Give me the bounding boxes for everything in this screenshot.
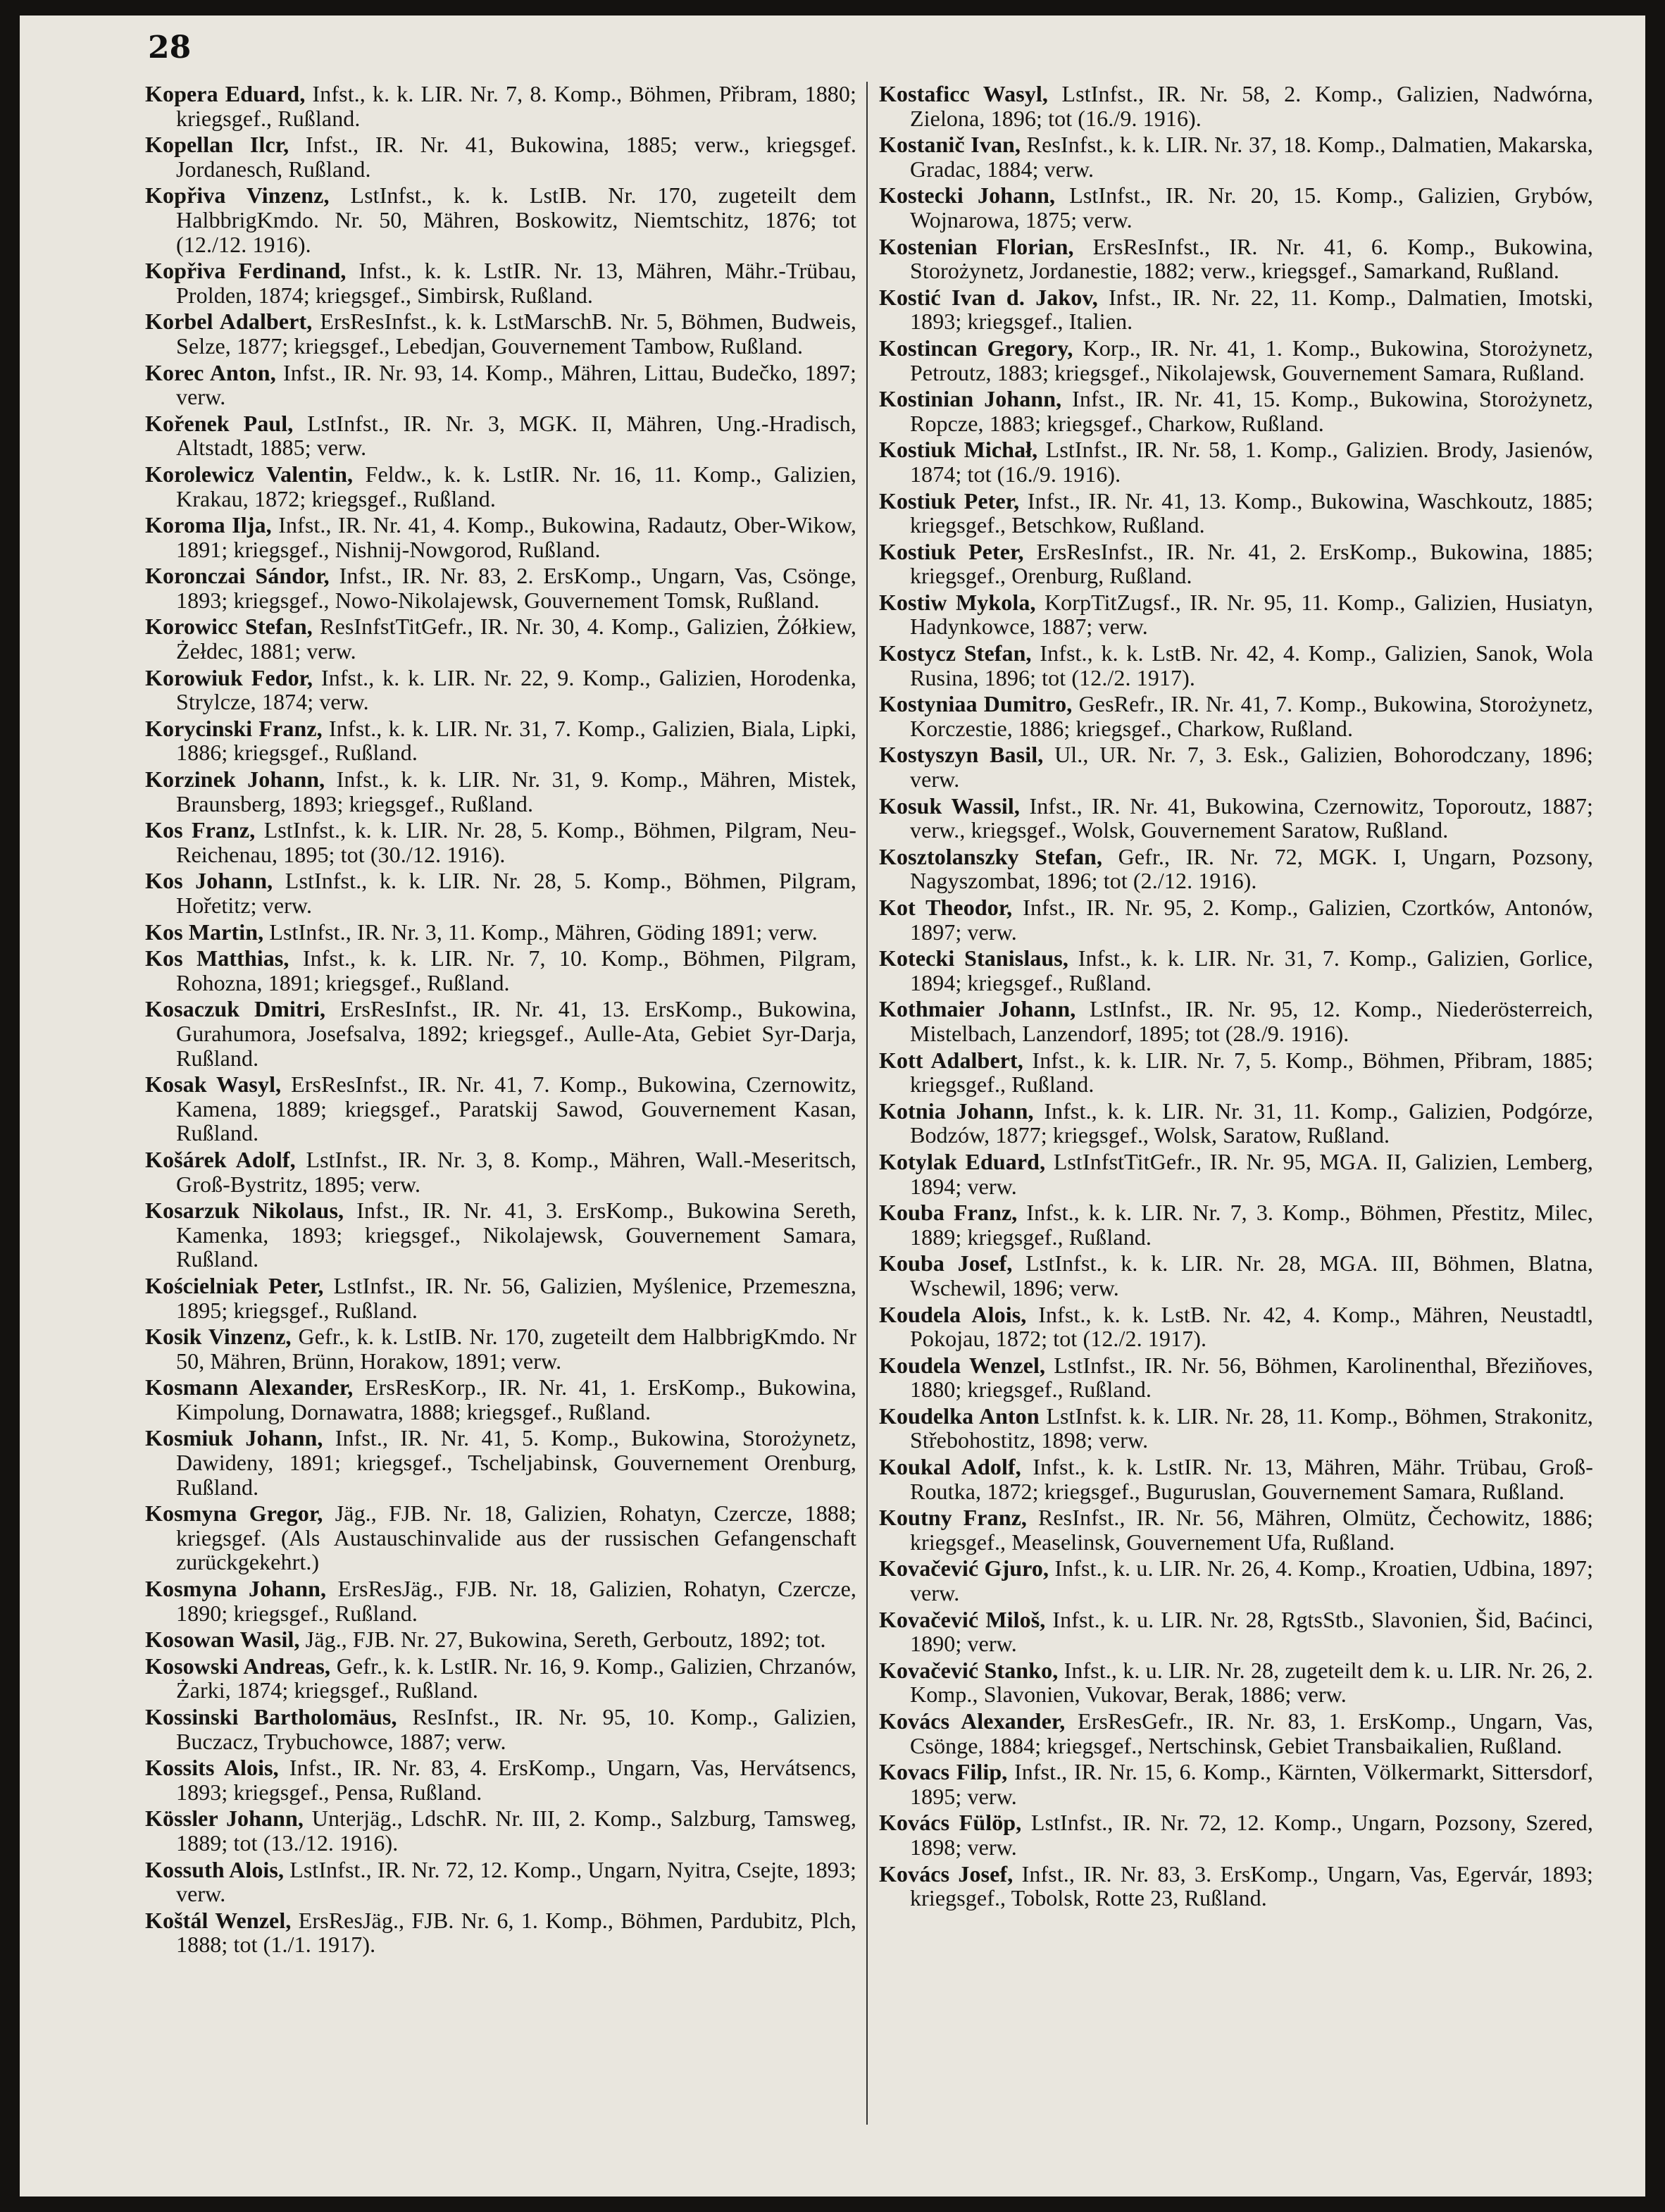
entry-details: ErsResInfst., IR. Nr. 41, 2. ErsKomp., Bukowina, 1885; kriegsgef., Orenburg, Rußland. bbox=[910, 538, 1593, 589]
entry-name: Koukal Adolf, bbox=[879, 1454, 1021, 1480]
entry-details: Gefr., k. k. LstIB. Nr. 170, zugeteilt dem HalbbrigKmdo. Nr 50, Mähren, Brünn, Horakow, 1891; verw. bbox=[176, 1324, 856, 1374]
list-entry bbox=[879, 742, 1593, 791]
entry-details: Infst., IR. Nr. 41, 13. Komp., Bukowina, Waschkoutz, 1885; kriegsgef., Betschkow, Rußland. bbox=[910, 487, 1593, 538]
entry-name: Kostaficc Wasyl, bbox=[879, 82, 1048, 106]
entry-name: Kosmyna Johann, bbox=[145, 1576, 327, 1602]
list-entry bbox=[879, 641, 1593, 690]
list-entry bbox=[879, 1455, 1593, 1503]
list-entry bbox=[879, 1303, 1593, 1351]
entry-details: ErsResJäg., FJB. Nr. 6, 1. Komp., Böhmen, Pardubitz, Plch, 1888; tot (1./1. 1917). bbox=[176, 1907, 856, 1958]
list-entry bbox=[145, 1198, 856, 1272]
list-entry bbox=[879, 997, 1593, 1045]
entry-details: LstInfst., IR. Nr. 3, 11. Komp., Mähren, Göding 1891; verw. bbox=[269, 919, 818, 945]
entry-name: Kosuk Wassil, bbox=[879, 793, 1020, 819]
list-entry bbox=[145, 1324, 856, 1373]
entry-details: Korp., IR. Nr. 41, 1. Komp., Bukowina, Storożynetz, Petroutz, 1883; kriegsgef., Nikolajewsk, Gouvernement Samara, Rußland. bbox=[910, 335, 1593, 385]
entry-details: ResInfst., IR. Nr. 56, Mähren, Olmütz, Čechowitz, 1886; kriegsgef., Measelinsk, Gouvernement Ufa, Rußland. bbox=[910, 1505, 1593, 1555]
list-entry bbox=[145, 82, 856, 130]
entry-name: Koudela Wenzel, bbox=[879, 1352, 1046, 1378]
entry-details: LstInfst., IR. Nr. 56, Galizien, Myślenice, Przemeszna, 1895; kriegsgef., Rußland. bbox=[176, 1272, 856, 1323]
list-entry bbox=[879, 590, 1593, 639]
entry-details: Infst., IR. Nr. 41, 3. ErsKomp., Bukowina Sereth, Kamenka, 1893; kriegsgef., Nikolajewsk, Gouvernement Samara, Rußland. bbox=[176, 1198, 856, 1272]
list-entry bbox=[879, 1251, 1593, 1300]
entry-details: GesRefr., IR. Nr. 41, 7. Komp., Bukowina, Storożynetz, Korczestie, 1886; kriegsgef., Charkow, Rußland. bbox=[910, 691, 1593, 741]
entry-name: Kovačević Gjuro, bbox=[879, 1555, 1049, 1582]
entry-name: Kotnia Johann, bbox=[879, 1098, 1034, 1124]
list-entry bbox=[879, 1862, 1593, 1910]
entry-name: Kosmiuk Johann, bbox=[145, 1425, 323, 1451]
list-entry bbox=[145, 259, 856, 307]
list-entry bbox=[145, 1274, 856, 1322]
entry-details: Gefr., IR. Nr. 72, MGK. I, Ungarn, Pozsony, Nagyszombat, 1896; tot (2./12. 1916). bbox=[910, 843, 1593, 894]
entry-name: Kothmaier Johann, bbox=[879, 996, 1076, 1022]
entry-details: KorpTitZugsf., IR. Nr. 95, 11. Komp., Galizien, Husiatyn, Hadynkowce, 1887; verw. bbox=[910, 589, 1593, 640]
list-entry bbox=[145, 1654, 856, 1703]
list-entry bbox=[145, 564, 856, 612]
entry-name: Korowiuk Fedor, bbox=[145, 664, 313, 690]
entry-name: Kossuth Alois, bbox=[145, 1856, 285, 1882]
list-entry bbox=[879, 437, 1593, 486]
list-entry bbox=[145, 1705, 856, 1753]
entry-name: Kosmann Alexander, bbox=[145, 1374, 354, 1400]
list-entry bbox=[879, 946, 1593, 995]
list-entry bbox=[145, 1627, 856, 1652]
entry-details: ResInfst., k. k. LIR. Nr. 37, 18. Komp., Dalmatien, Makarska, Gradac, 1884; verw. bbox=[910, 132, 1593, 182]
entry-name: Kosmyna Gregor, bbox=[145, 1500, 323, 1527]
entry-details: Infst., k. k. LstB. Nr. 42, 4. Komp., Galizien, Sanok, Wola Rusina, 1896; tot (12./2. 1917). bbox=[910, 640, 1593, 690]
entry-details: ErsResInfst., IR. Nr. 41, 7. Komp., Bukowina, Czernowitz, Kamena, 1889; kriegsgef., Paratskij Sawod, Gouvernement Kasan, Rußland. bbox=[176, 1071, 856, 1146]
entry-name: Kostiuk Peter, bbox=[879, 487, 1020, 514]
entry-name: Kostiuk Michał, bbox=[879, 437, 1038, 463]
entry-details: Infst., IR. Nr. 95, 2. Komp., Galizien, Czortków, Antonów, 1897; verw. bbox=[910, 895, 1593, 945]
list-entry bbox=[145, 767, 856, 816]
list-entry bbox=[879, 1608, 1593, 1656]
entry-name: Kotylak Eduard, bbox=[879, 1148, 1046, 1174]
list-entry bbox=[879, 235, 1593, 283]
entry-name: Koutny Franz, bbox=[879, 1505, 1028, 1531]
list-entry bbox=[145, 1426, 856, 1499]
entry-details: ErsResInfst., IR. Nr. 41, 6. Komp., Bukowina, Storożynetz, Jordanestie, 1882; verw., kriegsgef., Samarkand, Rußland. bbox=[910, 233, 1593, 284]
entry-details: Infst., k. k. LIR. Nr. 31, 7. Komp., Galizien, Biala, Lipki, 1886; kriegsgef., Rußland. bbox=[176, 715, 856, 766]
entry-details: Unterjäg., LdschR. Nr. III, 2. Komp., Salzburg, Tamsweg, 1889; tot (13./12. 1916). bbox=[176, 1806, 856, 1856]
list-entry bbox=[879, 794, 1593, 843]
entry-details: Infst., IR. Nr. 41, Bukowina, Czernowitz, Toporoutz, 1887; verw., kriegsgef., Wolsk, Gouvernement Saratow, Rußland. bbox=[910, 793, 1593, 843]
entry-details: LstInfst., k. k. LIR. Nr. 28, 5. Komp., Böhmen, Pilgram, Hořetitz; verw. bbox=[176, 868, 856, 918]
entry-name: Korec Anton, bbox=[145, 359, 276, 385]
list-entry bbox=[145, 513, 856, 561]
entry-details: ErsResGefr., IR. Nr. 83, 1. ErsKomp., Ungarn, Vas, Csönge, 1884; kriegsgef., Nertschinsk, Gebiet Transbaikalien, Rußland. bbox=[910, 1708, 1593, 1758]
list-entry bbox=[879, 1556, 1593, 1605]
list-entry bbox=[879, 1760, 1593, 1808]
list-entry bbox=[145, 183, 856, 256]
entry-details: Infst., IR. Nr. 83, 4. ErsKomp., Ungarn, Vas, Hervátsencs, 1893; kriegsgef., Pensa, Rußland. bbox=[176, 1755, 856, 1805]
entry-details: LstInfst., IR. Nr. 20, 15. Komp., Galizien, Grybów, Wojnarowa, 1875; verw. bbox=[910, 182, 1593, 232]
list-entry bbox=[879, 1353, 1593, 1402]
entry-name: Kostycz Stefan, bbox=[879, 640, 1032, 666]
entry-name: Kovács Alexander, bbox=[879, 1708, 1066, 1734]
entry-name: Kouba Franz, bbox=[879, 1200, 1018, 1226]
entry-name: Kostiw Mykola, bbox=[879, 589, 1036, 615]
entry-details: LstInfst., IR. Nr. 3, 8. Komp., Mähren, Wall.-Meseritsch, Groß-Bystritz, 1895; verw. bbox=[176, 1146, 856, 1197]
entry-details: Infst., IR. Nr. 41, 4. Komp., Bukowina, Radautz, Ober-Wikow, 1891; kriegsgef., Nishnij-Nowgorod, Rußland. bbox=[176, 512, 856, 562]
entry-details: LstInfst., IR. Nr. 56, Böhmen, Karolinenthal, Březiňoves, 1880; kriegsgef., Rußland. bbox=[910, 1352, 1593, 1403]
entry-name: Kosik Vinzenz, bbox=[145, 1324, 292, 1350]
entry-name: Kovács Josef, bbox=[879, 1860, 1014, 1887]
entry-details: Infst., IR. Nr. 41, 15. Komp., Bukowina, Storożynetz, Ropcze, 1883; kriegsgef., Charkow, Rußland. bbox=[910, 386, 1593, 436]
list-entry bbox=[879, 692, 1593, 740]
list-entry bbox=[879, 1810, 1593, 1859]
entry-details: ErsResJäg., FJB. Nr. 18, Galizien, Rohatyn, Czercze, 1890; kriegsgef., Rußland. bbox=[176, 1576, 856, 1626]
entry-details: LstInfst. k. k. LIR. Nr. 28, 11. Komp., Böhmen, Strakonitz, Střebohostitz, 1898; verw. bbox=[910, 1403, 1593, 1453]
entry-details: Infst., k. k. LstIR. Nr. 13, Mähren, Mähr. Trübau, Groß-Routka, 1872; kriegsgef., Buguruslan, Gouvernement Samara, Rußland. bbox=[910, 1454, 1593, 1504]
entry-details: LstInfstTitGefr., IR. Nr. 95, MGA. II, Galizien, Lemberg, 1894; verw. bbox=[910, 1148, 1593, 1199]
list-entry bbox=[145, 411, 856, 460]
entry-name: Kouba Josef, bbox=[879, 1250, 1013, 1276]
list-entry bbox=[879, 183, 1593, 232]
entry-name: Koudelka Anton bbox=[879, 1403, 1040, 1429]
document-page bbox=[20, 15, 1645, 2197]
entry-name: Kössler Johann, bbox=[145, 1806, 304, 1832]
entry-name: Koronczai Sándor, bbox=[145, 563, 330, 589]
entry-name: Kos Matthias, bbox=[145, 945, 289, 971]
entry-name: Kostincan Gregory, bbox=[879, 335, 1073, 361]
entry-name: Korolewicz Valentin, bbox=[145, 461, 354, 487]
list-entry bbox=[145, 462, 856, 511]
entry-details: Infst., k. k. LIR. Nr. 7, 3. Komp., Böhmen, Přestitz, Milec, 1889; kriegsgef., Rußland. bbox=[910, 1200, 1593, 1250]
list-entry bbox=[145, 1806, 856, 1855]
entry-name: Kostinian Johann, bbox=[879, 386, 1062, 412]
entry-details: LstInfst., IR. Nr. 3, MGK. II, Mähren, Ung.-Hradisch, Altstadt, 1885; verw. bbox=[176, 410, 856, 461]
entry-name: Kopellan Ilcr, bbox=[145, 132, 289, 158]
entry-details: LstInfst., IR. Nr. 95, 12. Komp., Niederösterreich, Mistelbach, Lanzendorf, 1895; tot (28./9. 1916). bbox=[910, 996, 1593, 1046]
entry-name: Kostenian Florian, bbox=[879, 233, 1074, 259]
entry-details: Infst., IR. Nr. 83, 3. ErsKomp., Ungarn, Vas, Egervár, 1893; kriegsgef., Tobolsk, Rotte 23, Rußland. bbox=[910, 1860, 1593, 1911]
list-entry bbox=[879, 895, 1593, 944]
list-entry bbox=[145, 361, 856, 409]
entry-details: Jäg., FJB. Nr. 18, Galizien, Rohatyn, Czercze, 1888; kriegsgef. (Als Austauschinvalide aus der russischen Gefangenschaft zurückgekehrt.) bbox=[176, 1500, 856, 1575]
entry-name: Kot Theodor, bbox=[879, 895, 1013, 920]
entry-name: Kořenek Paul, bbox=[145, 410, 294, 436]
list-entry bbox=[879, 1404, 1593, 1453]
entry-name: Kopřiva Vinzenz, bbox=[145, 182, 330, 209]
entry-details: Gefr., k. k. LstIR. Nr. 16, 9. Komp., Galizien, Chrzanów, Żarki, 1874; kriegsgef., Rußland. bbox=[176, 1653, 856, 1703]
entry-name: Kovačević Stanko, bbox=[879, 1657, 1059, 1683]
entry-details: Infst., k. k. LIR. Nr. 31, 9. Komp., Mähren, Mistek, Braunsberg, 1893; kriegsgef., Rußland. bbox=[176, 766, 856, 816]
entry-details: Infst., k. k. LIR. Nr. 31, 11. Komp., Galizien, Podgórze, Bodzów, 1877; kriegsgef., Wolsk, Saratow, Rußland. bbox=[910, 1098, 1593, 1148]
list-entry bbox=[145, 818, 856, 866]
entry-name: Košárek Adolf, bbox=[145, 1146, 296, 1172]
entry-name: Kosowski Andreas, bbox=[145, 1653, 331, 1679]
entry-name: Kosaczuk Dmitri, bbox=[145, 996, 326, 1022]
entry-details: Infst., k. k. LIR. Nr. 7, 8. Komp., Böhmen, Přibram, 1880; kriegsgef., Rußland. bbox=[176, 82, 856, 131]
entry-name: Kotecki Stanislaus, bbox=[879, 945, 1068, 971]
entry-details: ErsResInfst., k. k. LstMarschB. Nr. 5, Böhmen, Budweis, Selze, 1877; kriegsgef., Lebedjan, Gouvernement Tambow, Rußland. bbox=[176, 309, 856, 359]
entry-name: Kostecki Johann, bbox=[879, 182, 1056, 209]
entry-name: Kos Martin, bbox=[145, 919, 264, 945]
entry-details: Infst., k. u. LIR. Nr. 28, zugeteilt dem k. u. LIR. Nr. 26, 2. Komp., Slavonien, Vukovar, Berak, 1886; verw. bbox=[910, 1657, 1593, 1708]
entry-details: LstInfst., k. k. LstIB. Nr. 170, zugeteilt dem HalbbrigKmdo. Nr. 50, Mähren, Boskowitz, Niemtschitz, 1876; tot (12./12. 1916). bbox=[176, 182, 856, 257]
list-entry bbox=[145, 1375, 856, 1424]
entry-details: Infst., k. u. LIR. Nr. 26, 4. Komp., Kroatien, Udbina, 1897; verw. bbox=[910, 1555, 1593, 1606]
entry-details: Infst., k. k. LIR. Nr. 7, 10. Komp., Böhmen, Pilgram, Rohozna, 1891; kriegsgef., Rußland. bbox=[176, 945, 856, 995]
entry-details: Infst., IR. Nr. 93, 14. Komp., Mähren, Littau, Budečko, 1897; verw. bbox=[176, 359, 856, 410]
page-number: 28 bbox=[148, 30, 192, 66]
entry-name: Koroma Ilja, bbox=[145, 512, 272, 538]
entry-details: Infst., k. k. LIR. Nr. 7, 5. Komp., Böhmen, Přibram, 1885; kriegsgef., Rußland. bbox=[910, 1047, 1593, 1098]
list-entry bbox=[879, 132, 1593, 181]
list-entry bbox=[879, 285, 1593, 334]
list-entry bbox=[145, 132, 856, 181]
entry-name: Korbel Adalbert, bbox=[145, 309, 313, 335]
entry-name: Kossits Alois, bbox=[145, 1755, 279, 1781]
list-entry bbox=[145, 1858, 856, 1906]
right-column bbox=[879, 82, 1593, 2188]
entry-name: Kościelniak Peter, bbox=[145, 1272, 324, 1298]
list-entry bbox=[145, 1148, 856, 1196]
list-entry bbox=[145, 1072, 856, 1145]
entry-name: Kott Adalbert, bbox=[879, 1047, 1023, 1073]
entry-details: Infst., k. k. LIR. Nr. 31, 7. Komp., Galizien, Gorlice, 1894; kriegsgef., Rußland. bbox=[910, 945, 1593, 995]
list-entry bbox=[879, 1200, 1593, 1249]
entry-details: ErsResKorp., IR. Nr. 41, 1. ErsKomp., Bukowina, Kimpolung, Dornawatra, 1888; kriegsgef., Rußland. bbox=[176, 1374, 856, 1424]
list-entry bbox=[879, 1048, 1593, 1097]
entry-details: ErsResInfst., IR. Nr. 41, 13. ErsKomp., Bukowina, Gurahumora, Josefsalva, 1892; kriegsgef., Aulle-Ata, Gebiet Syr-Darja, Rußland. bbox=[176, 996, 856, 1071]
list-entry bbox=[145, 309, 856, 358]
list-entry bbox=[879, 1099, 1593, 1148]
entry-name: Kopera Eduard, bbox=[145, 82, 306, 106]
entry-details: Infst., k. u. LIR. Nr. 28, RgtsStb., Slavonien, Šid, Baćinci, 1890; verw. bbox=[910, 1606, 1593, 1657]
entry-details: LstInfst., IR. Nr. 72, 12. Komp., Ungarn, Pozsony, Szered, 1898; verw. bbox=[910, 1810, 1593, 1860]
entry-name: Kossinski Bartholomäus, bbox=[145, 1704, 397, 1729]
entry-name: Kosztolanszky Stefan, bbox=[879, 843, 1103, 869]
entry-details: Ul., UR. Nr. 7, 3. Esk., Galizien, Bohorodczany, 1896; verw. bbox=[910, 742, 1593, 793]
entry-name: Kostyniaa Dumitro, bbox=[879, 691, 1073, 717]
entry-name: Korzinek Johann, bbox=[145, 766, 325, 793]
list-entry bbox=[879, 1658, 1593, 1707]
entry-name: Kosak Wasyl, bbox=[145, 1071, 282, 1098]
list-entry bbox=[145, 997, 856, 1070]
entry-name: Kopřiva Ferdinand, bbox=[145, 258, 347, 284]
entry-name: Kos Johann, bbox=[145, 868, 273, 894]
list-entry bbox=[145, 1908, 856, 1957]
entry-name: Koudela Alois, bbox=[879, 1301, 1027, 1327]
entry-details: Infst., IR. Nr. 41, 5. Komp., Bukowina, Storożynetz, Dawideny, 1891; kriegsgef., Tscheljabinsk, Gouvernement Orenburg, Rußland. bbox=[176, 1425, 856, 1500]
entry-details: LstInfst., IR. Nr. 72, 12. Komp., Ungarn, Nyitra, Csejte, 1893; verw. bbox=[176, 1856, 856, 1907]
list-entry bbox=[145, 614, 856, 663]
entry-details: Feldw., k. k. LstIR. Nr. 16, 11. Komp., Galizien, Krakau, 1872; kriegsgef., Rußland. bbox=[176, 461, 856, 511]
entry-name: Kosowan Wasil, bbox=[145, 1627, 300, 1653]
entry-details: Infst., IR. Nr. 22, 11. Komp., Dalmatien, Imotski, 1893; kriegsgef., Italien. bbox=[910, 284, 1593, 335]
left-column bbox=[145, 82, 856, 2188]
entry-name: Kostyszyn Basil, bbox=[879, 742, 1044, 768]
list-entry bbox=[879, 82, 1593, 130]
entry-details: ResInfst., IR. Nr. 95, 10. Komp., Galizien, Buczacz, Trybuchowce, 1887; verw. bbox=[176, 1704, 856, 1754]
list-entry bbox=[879, 1709, 1593, 1758]
entry-name: Kovacs Filip, bbox=[879, 1759, 1008, 1785]
entry-details: Infst., k. k. LstIR. Nr. 13, Mähren, Mähr.-Trübau, Prolden, 1874; kriegsgef., Simbirsk, Rußland. bbox=[176, 258, 856, 308]
entry-name: Korycinski Franz, bbox=[145, 715, 323, 741]
entry-name: Kos Franz, bbox=[145, 817, 256, 843]
entry-name: Kostiuk Peter, bbox=[879, 538, 1024, 564]
list-entry bbox=[145, 946, 856, 995]
list-entry bbox=[145, 1577, 856, 1625]
entry-details: Infst., IR. Nr. 41, Bukowina, 1885; verw., kriegsgef. Jordanesch, Rußland. bbox=[176, 132, 856, 182]
list-entry bbox=[879, 845, 1593, 893]
entry-details: Infst., IR. Nr. 15, 6. Komp., Kärnten, Völkermarkt, Sittersdorf, 1895; verw. bbox=[910, 1759, 1593, 1809]
entry-details: LstInfst., IR. Nr. 58, 2. Komp., Galizien, Nadwórna, Zielona, 1896; tot (16./9. 1916). bbox=[910, 82, 1593, 131]
list-entry bbox=[879, 1505, 1593, 1554]
list-entry bbox=[145, 666, 856, 714]
entry-details: Infst., k. k. LIR. Nr. 22, 9. Komp., Galizien, Horodenka, Strylcze, 1874; verw. bbox=[176, 664, 856, 715]
entry-details: LstInfst., k. k. LIR. Nr. 28, 5. Komp., Böhmen, Pilgram, Neu-Reichenau, 1895; tot (30./12. 1916). bbox=[176, 817, 856, 867]
list-entry bbox=[145, 716, 856, 765]
list-entry bbox=[145, 869, 856, 917]
list-entry bbox=[879, 540, 1593, 588]
entry-name: Korowicc Stefan, bbox=[145, 614, 313, 640]
entry-name: Kosarzuk Nikolaus, bbox=[145, 1198, 344, 1224]
list-entry bbox=[879, 387, 1593, 435]
list-entry bbox=[145, 1501, 856, 1574]
entry-details: Infst., IR. Nr. 83, 2. ErsKomp., Ungarn, Vas, Csönge, 1893; kriegsgef., Nowo-Nikolajewsk, Gouvernement Tomsk, Rußland. bbox=[176, 563, 856, 613]
entry-name: Kovács Fülöp, bbox=[879, 1810, 1022, 1836]
list-entry bbox=[145, 920, 856, 945]
entry-name: Kostić Ivan d. Jakov, bbox=[879, 284, 1098, 310]
list-entry bbox=[879, 336, 1593, 385]
list-entry bbox=[879, 489, 1593, 538]
entry-details: Jäg., FJB. Nr. 27, Bukowina, Sereth, Gerboutz, 1892; tot. bbox=[305, 1627, 826, 1653]
list-entry bbox=[145, 1756, 856, 1804]
column-divider bbox=[866, 82, 868, 2125]
entry-details: ResInfstTitGefr., IR. Nr. 30, 4. Komp., Galizien, Żółkiew, Żełdec, 1881; verw. bbox=[176, 614, 856, 664]
entry-name: Kostanič Ivan, bbox=[879, 132, 1021, 158]
entry-details: LstInfst., IR. Nr. 58, 1. Komp., Galizien. Brody, Jasienów, 1874; tot (16./9. 1916). bbox=[910, 437, 1593, 487]
entry-name: Koštál Wenzel, bbox=[145, 1907, 292, 1933]
entry-details: Infst., k. k. LstB. Nr. 42, 4. Komp., Mähren, Neustadtl, Pokojau, 1872; tot (12./2. 1917). bbox=[910, 1301, 1593, 1352]
list-entry bbox=[879, 1150, 1593, 1198]
entry-name: Kovačević Miloš, bbox=[879, 1606, 1046, 1632]
entry-details: LstInfst., k. k. LIR. Nr. 28, MGA. III, Böhmen, Blatna, Wschewil, 1896; verw. bbox=[910, 1250, 1593, 1300]
